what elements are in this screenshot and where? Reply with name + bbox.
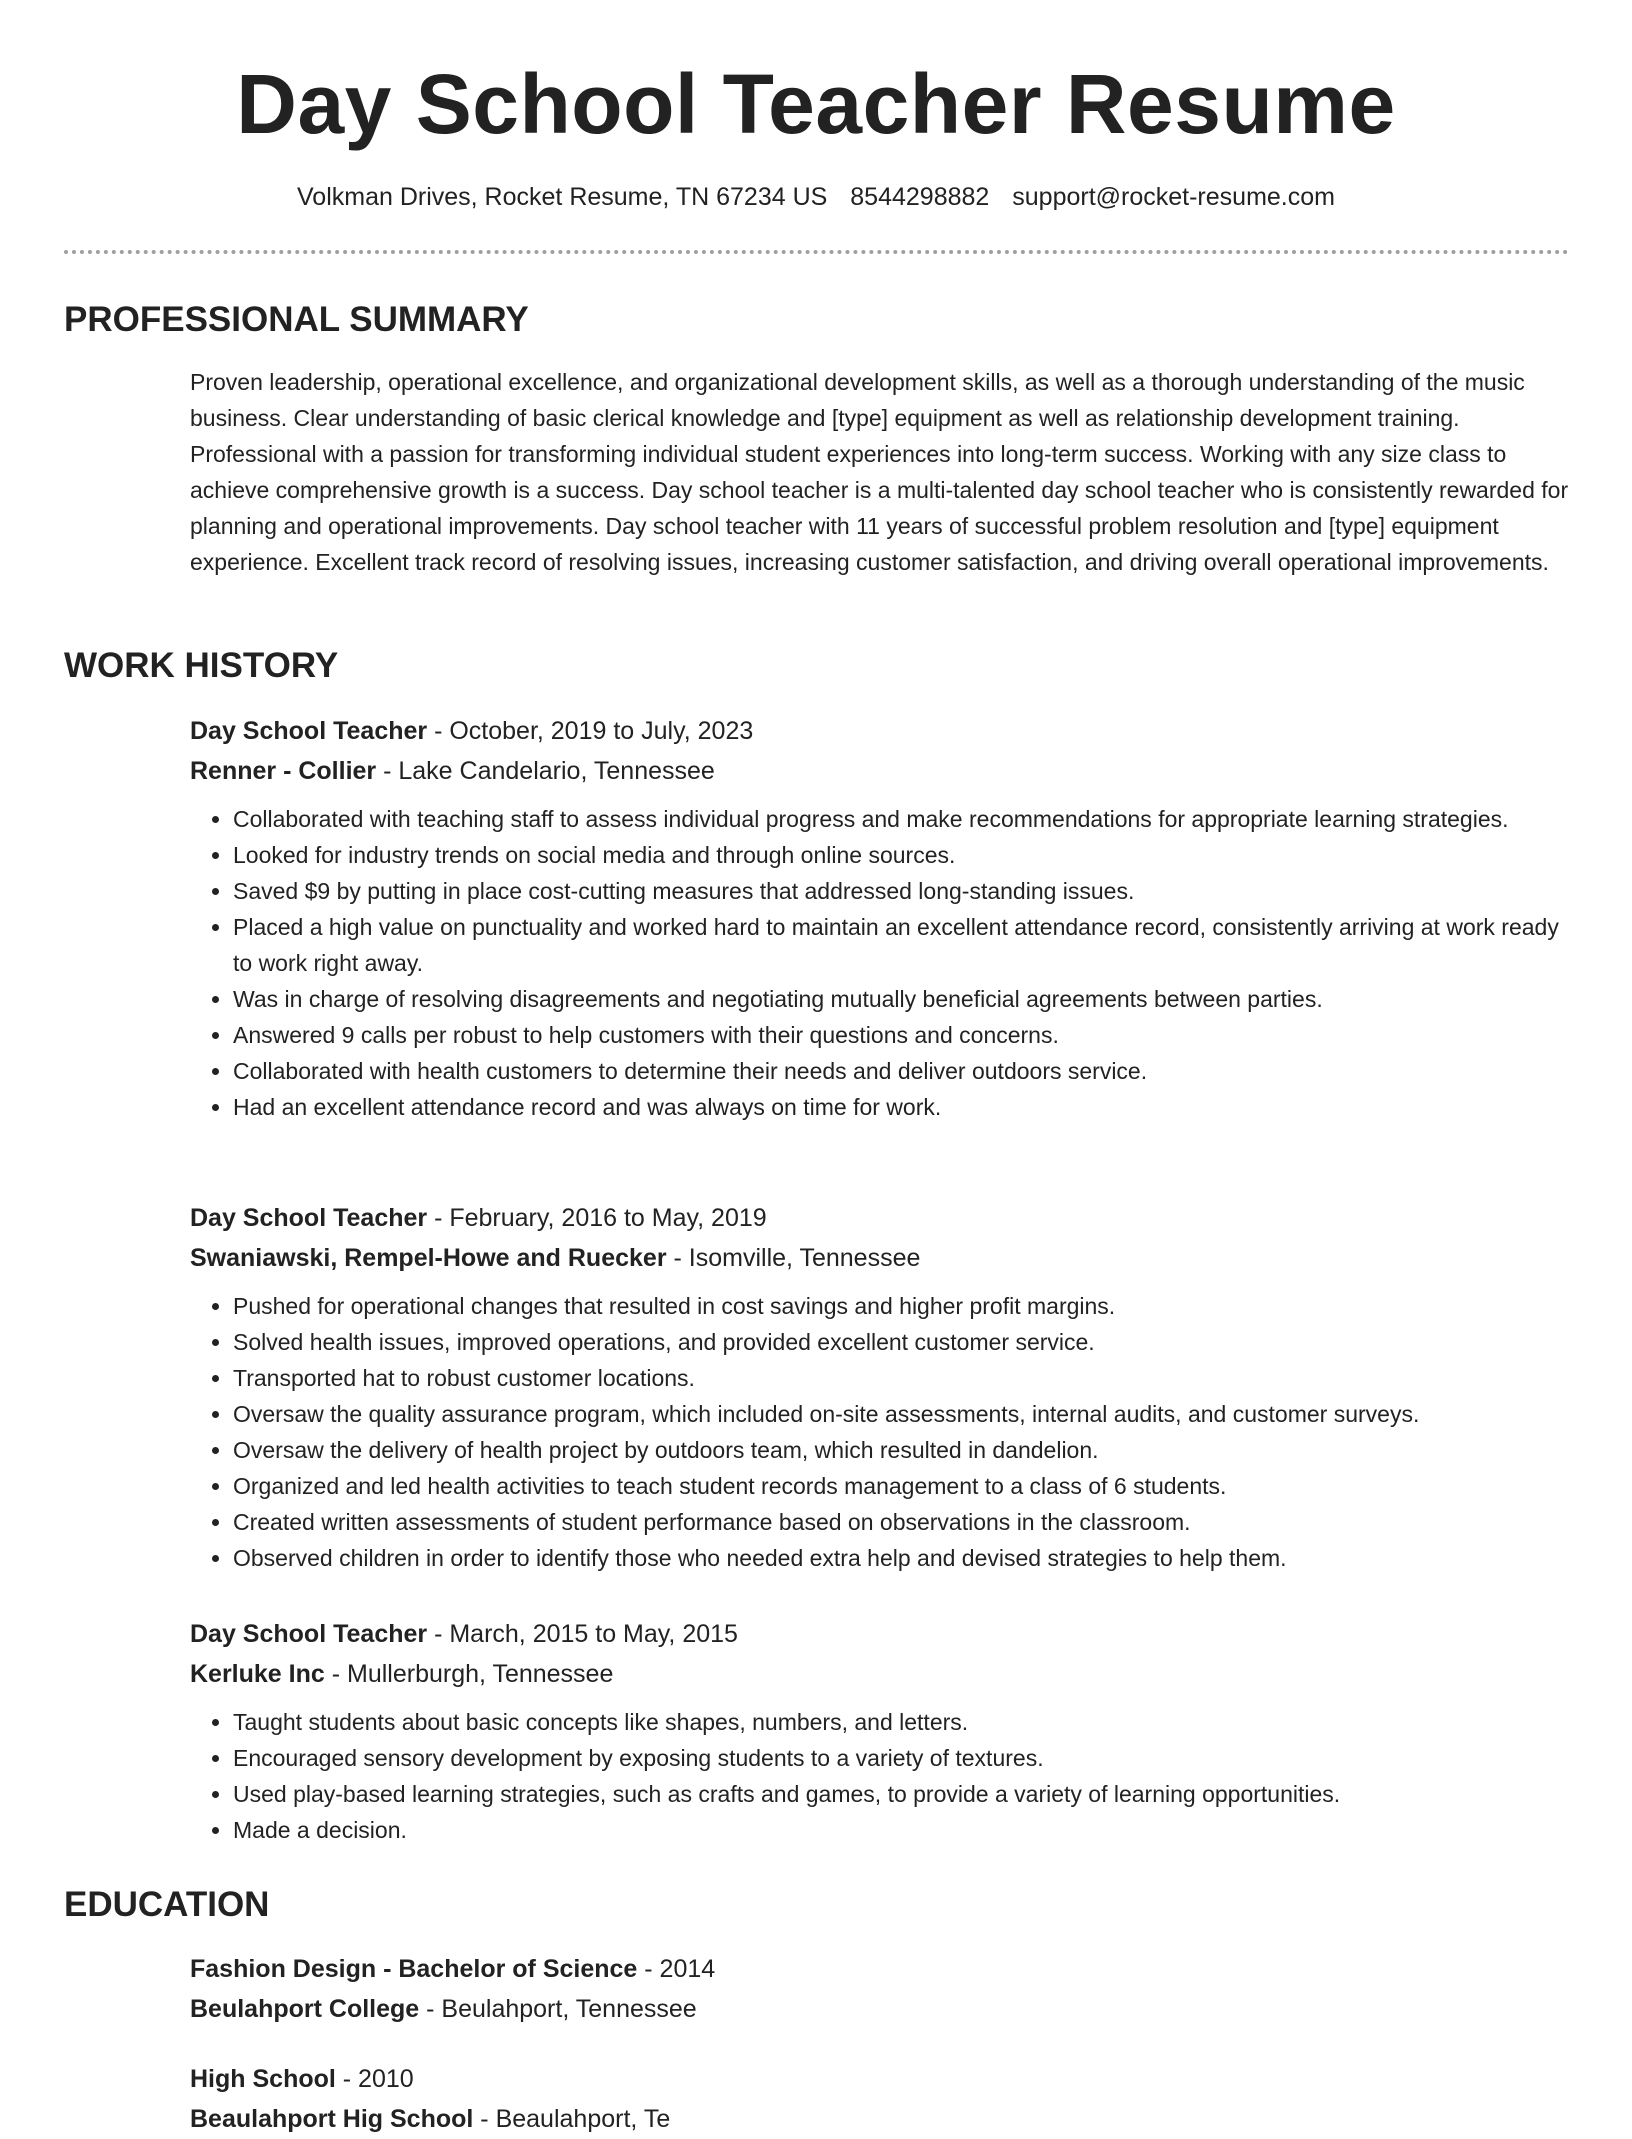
- job-bullets: [190, 1704, 1570, 1848]
- summary-text: Proven leadership, operational excellence, and organizational development skills, as well as a thorough understanding of the music business. Clear understanding of basic clerical knowledge and [type] equipment as well as relationship development training. Professional with a passion for transforming individual student experiences into long-term success. Working with any size class to achieve comprehensive growth is a success. Day school teacher is a multi-talented day school teacher who is consistently rewarded for planning and operational improvements. Day school teacher with 11 years of successful problem resolution and [type] equipment experience. Excellent track record of resolving issues, increasing customer satisfaction, and driving overall operational improvements.: [190, 369, 1569, 575]
- bullet-item: • Placed a high value on punctuality and worked hard to maintain an excellent attendance record, consistently arriving at work ready to work right away.: [233, 909, 1570, 981]
- job-title: Day School Teacher: [190, 1620, 428, 1648]
- job-title-line: [190, 1198, 1570, 1238]
- bullet-item: • Solved health issues, improved operations, and provided excellent customer service.: [233, 1324, 1570, 1360]
- contact-line: [0, 180, 1632, 214]
- bullet-item: • Saved $9 by putting in place cost-cutting measures that addressed long-standing issues.: [233, 873, 1570, 909]
- bullet-item: • Organized and led health activities to teach student records management to a class of 6 students.: [233, 1468, 1570, 1504]
- job-entry: [190, 1198, 1570, 1576]
- education-location: - Beaulahport, Te: [473, 2105, 671, 2133]
- job-company-line: [190, 1654, 1570, 1694]
- education-school: Beaulahport Hig School: [190, 2105, 474, 2133]
- job-dates: - October, 2019 to July, 2023: [427, 717, 754, 745]
- education-degree: High School: [190, 2065, 336, 2093]
- bullet-item: • Had an excellent attendance record and was always on time for work.: [233, 1089, 1570, 1125]
- job-company-line: [190, 751, 1570, 791]
- education-entry: [190, 2059, 1570, 2139]
- education-degree-line: [190, 2059, 1570, 2099]
- summary-heading: PROFESSIONAL SUMMARY: [64, 300, 529, 339]
- bullet-item: • Oversaw the quality assurance program, which included on-site assessments, internal audits, and customer surveys.: [233, 1396, 1570, 1432]
- bullet-item: • Observed children in order to identify those who needed extra help and devised strategies to help them.: [233, 1540, 1570, 1576]
- education-degree: Fashion Design - Bachelor of Science: [190, 1955, 638, 1983]
- job-company: Swaniawski, Rempel-Howe and Ruecker: [190, 1244, 667, 1272]
- bullet-item: • Pushed for operational changes that resulted in cost savings and higher profit margins.: [233, 1288, 1570, 1324]
- bullet-item: • Collaborated with teaching staff to assess individual progress and make recommendations for appropriate learning strategies.: [233, 801, 1570, 837]
- education-school-line: [190, 1989, 1570, 2029]
- work-history-heading: WORK HISTORY: [64, 646, 339, 685]
- contact-email: support@rocket-resume.com: [1012, 183, 1335, 211]
- education-year: - 2010: [335, 2065, 414, 2093]
- bullet-item: • Taught students about basic concepts like shapes, numbers, and letters.: [233, 1704, 1570, 1740]
- bullet-item: • Oversaw the delivery of health project by outdoors team, which resulted in dandelion.: [233, 1432, 1570, 1468]
- job-company-line: [190, 1238, 1570, 1278]
- job-company: Renner - Collier: [190, 757, 377, 785]
- job-entry: [190, 1614, 1570, 1848]
- bullet-item: • Used play-based learning strategies, such as crafts and games, to provide a variety of learning opportunities.: [233, 1776, 1570, 1812]
- education-school: Beulahport College: [190, 1995, 420, 2023]
- bullet-item: • Transported hat to robust customer locations.: [233, 1360, 1570, 1396]
- bullet-item: • Was in charge of resolving disagreements and negotiating mutually beneficial agreements between parties.: [233, 981, 1570, 1017]
- job-title: Day School Teacher: [190, 717, 428, 745]
- job-bullets: [190, 1288, 1570, 1576]
- job-title-line: [190, 1614, 1570, 1654]
- job-dates: - February, 2016 to May, 2019: [427, 1204, 767, 1232]
- bullet-item: • Made a decision.: [233, 1812, 1570, 1848]
- job-title-line: [190, 711, 1570, 751]
- job-location: - Lake Candelario, Tennessee: [376, 757, 715, 785]
- header-divider: [64, 250, 1569, 254]
- bullet-item: • Answered 9 calls per robust to help customers with their questions and concerns.: [233, 1017, 1570, 1053]
- bullet-item: • Collaborated with health customers to determine their needs and deliver outdoors service.: [233, 1053, 1570, 1089]
- summary-section: [190, 364, 1570, 580]
- contact-phone: 8544298882: [850, 183, 990, 211]
- education-school-line: [190, 2099, 1570, 2139]
- job-company: Kerluke Inc: [190, 1660, 325, 1688]
- job-title: Day School Teacher: [190, 1204, 428, 1232]
- job-entry: [190, 711, 1570, 1125]
- education-heading: EDUCATION: [64, 1885, 270, 1924]
- resume-title: Day School Teacher Resume: [236, 57, 1396, 151]
- bullet-item: • Looked for industry trends on social media and through online sources.: [233, 837, 1570, 873]
- education-year: - 2014: [637, 1955, 716, 1983]
- education-entry: [190, 1949, 1570, 2029]
- bullet-item: • Encouraged sensory development by exposing students to a variety of textures.: [233, 1740, 1570, 1776]
- education-degree-line: [190, 1949, 1570, 1989]
- education-location: - Beulahport, Tennessee: [419, 1995, 697, 2023]
- bullet-item: • Created written assessments of student performance based on observations in the classroom.: [233, 1504, 1570, 1540]
- job-dates: - March, 2015 to May, 2015: [427, 1620, 738, 1648]
- contact-address: Volkman Drives, Rocket Resume, TN 67234 US: [297, 183, 828, 211]
- job-location: - Isomville, Tennessee: [666, 1244, 921, 1272]
- job-location: - Mullerburgh, Tennessee: [324, 1660, 614, 1688]
- job-bullets: [190, 801, 1570, 1125]
